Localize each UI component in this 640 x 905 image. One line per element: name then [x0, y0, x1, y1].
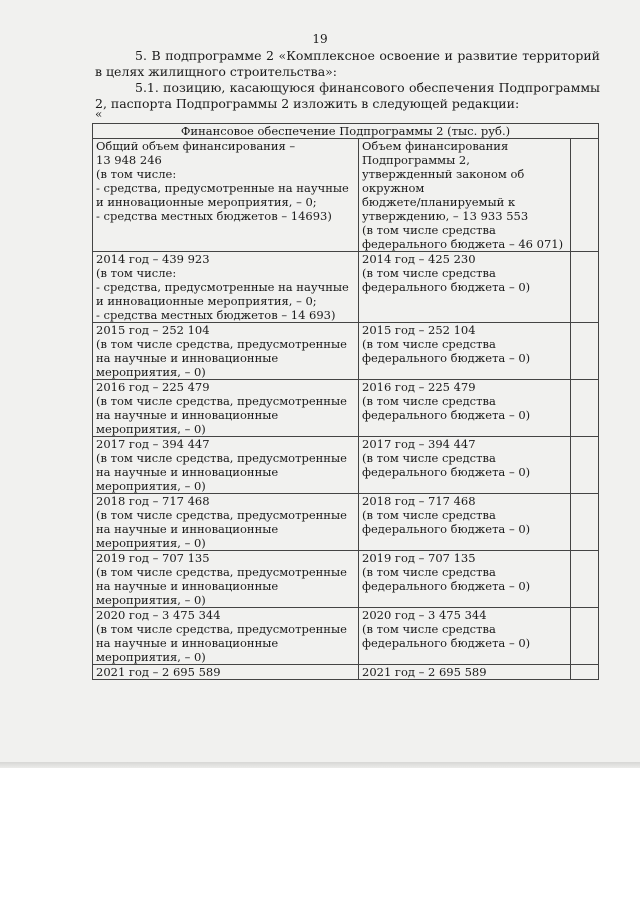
- budget-financing-cell: [359, 494, 571, 551]
- cell-text-line: на научные и инновационные: [96, 579, 279, 593]
- total-financing-cell: [93, 551, 359, 608]
- table-body: [93, 139, 599, 680]
- opening-quote: «: [95, 107, 103, 121]
- cell-text-line: 2021 год – 2 695 589: [96, 665, 221, 679]
- table-row: [93, 252, 599, 323]
- cell-text-line: (в том числе средства, предусмотренные: [96, 394, 347, 408]
- cell-text-line: (в том числе средства, предусмотренные: [96, 565, 347, 579]
- total-financing-cell: [93, 437, 359, 494]
- total-financing-cell: [93, 608, 359, 665]
- total-financing-cell: [93, 323, 359, 380]
- cell-text-line: 2016 год – 225 479: [362, 380, 476, 394]
- cell-text-line: 2018 год – 717 468: [362, 494, 476, 508]
- empty-cell: [571, 252, 599, 323]
- table-row: [93, 380, 599, 437]
- cell-text-line: 2016 год – 225 479: [96, 380, 210, 394]
- total-financing-cell: [93, 665, 359, 680]
- cell-text-line: 2018 год – 717 468: [96, 494, 210, 508]
- cell-text-line: - средства местных бюджетов – 14 693): [96, 308, 336, 322]
- table-row: [93, 139, 599, 252]
- cell-text-line: и инновационные мероприятия, – 0;: [96, 294, 317, 308]
- cell-text-line: (в том числе средства: [362, 266, 496, 280]
- cell-text-line: 2017 год – 394 447: [362, 437, 476, 451]
- table-caption-row: [93, 124, 599, 139]
- total-financing-cell: [93, 494, 359, 551]
- cell-text-line: (в том числе средства, предусмотренные: [96, 622, 347, 636]
- cell-text-line: на научные и инновационные: [96, 465, 279, 479]
- table-row: [93, 551, 599, 608]
- cell-text-line: (в том числе средства, предусмотренные: [96, 508, 347, 522]
- cell-text-line: 2020 год – 3 475 344: [362, 608, 487, 622]
- financing-table: [92, 123, 599, 680]
- cell-text-line: (в том числе средства: [362, 565, 496, 579]
- cell-text-line: (в том числе средства: [362, 622, 496, 636]
- cell-text-line: (в том числе средства: [362, 508, 496, 522]
- cell-text-line: на научные и инновационные: [96, 636, 279, 650]
- empty-cell: [571, 665, 599, 680]
- cell-text-line: (в том числе средства: [362, 451, 496, 465]
- table-row: [93, 665, 599, 680]
- cell-text-line: 2017 год – 394 447: [96, 437, 210, 451]
- cell-text-line: на научные и инновационные: [96, 408, 279, 422]
- cell-text-line: Подпрограммы 2,: [362, 153, 470, 167]
- total-financing-cell: [93, 252, 359, 323]
- cell-text-line: 13 948 246: [96, 153, 162, 167]
- cell-text-line: мероприятия, – 0): [96, 422, 206, 436]
- budget-financing-cell: [359, 139, 571, 252]
- cell-text-line: 2015 год – 252 104: [96, 323, 210, 337]
- cell-text-line: 2019 год – 707 135: [96, 551, 210, 565]
- cell-text-line: мероприятия, – 0): [96, 479, 206, 493]
- cell-text-line: федерального бюджета – 0): [362, 280, 531, 294]
- table-row: [93, 323, 599, 380]
- cell-text-line: федерального бюджета – 0): [362, 465, 531, 479]
- empty-cell: [571, 437, 599, 494]
- cell-text-line: 2014 год – 425 230: [362, 252, 476, 266]
- total-financing-cell: [93, 139, 359, 252]
- empty-cell: [571, 139, 599, 252]
- cell-text-line: федерального бюджета – 0): [362, 579, 531, 593]
- cell-text-line: мероприятия, – 0): [96, 593, 206, 607]
- budget-financing-cell: [359, 551, 571, 608]
- empty-cell: [571, 551, 599, 608]
- cell-text-line: Общий объем финансирования –: [96, 139, 296, 153]
- cell-text-line: мероприятия, – 0): [96, 536, 206, 550]
- budget-financing-cell: [359, 380, 571, 437]
- cell-text-line: (в том числе средства: [362, 223, 496, 237]
- budget-financing-cell: [359, 437, 571, 494]
- empty-cell: [571, 380, 599, 437]
- paragraph-subprogram-2: 5. В подпрограмме 2 «Комплексное освоение и развитие территорий в целях жилищного строительства»:: [95, 48, 600, 79]
- cell-text-line: 2015 год – 252 104: [362, 323, 476, 337]
- cell-text-line: Объем финансирования: [362, 139, 509, 153]
- total-financing-cell: [93, 380, 359, 437]
- cell-text-line: федерального бюджета – 0): [362, 351, 531, 365]
- cell-text-line: 2020 год – 3 475 344: [96, 608, 221, 622]
- table-caption: Финансовое обеспечение Подпрограммы 2 (тыс. руб.): [93, 124, 599, 139]
- empty-cell: [571, 494, 599, 551]
- cell-text-line: (в том числе:: [96, 167, 177, 181]
- cell-text-line: - средства, предусмотренные на научные: [96, 181, 349, 195]
- cell-text-line: федерального бюджета – 0): [362, 636, 531, 650]
- cell-text-line: утвержденный законом об: [362, 167, 525, 181]
- cell-text-line: (в том числе средства, предусмотренные: [96, 337, 347, 351]
- budget-financing-cell: [359, 252, 571, 323]
- budget-financing-cell: [359, 608, 571, 665]
- cell-text-line: - средства местных бюджетов – 14693): [96, 209, 332, 223]
- cell-text-line: федерального бюджета – 0): [362, 522, 531, 536]
- cell-text-line: на научные и инновационные: [96, 351, 279, 365]
- table-row: [93, 437, 599, 494]
- cell-text-line: 2021 год – 2 695 589: [362, 665, 487, 679]
- cell-text-line: окружном: [362, 181, 425, 195]
- cell-text-line: федерального бюджета – 46 071): [362, 237, 564, 251]
- table-row: [93, 608, 599, 665]
- cell-text-line: мероприятия, – 0): [96, 365, 206, 379]
- cell-text-line: (в том числе средства: [362, 337, 496, 351]
- cell-text-line: (в том числе средства, предусмотренные: [96, 451, 347, 465]
- scan-edge: [0, 762, 640, 768]
- cell-text-line: 2019 год – 707 135: [362, 551, 476, 565]
- cell-text-line: (в том числе средства: [362, 394, 496, 408]
- table-row: [93, 494, 599, 551]
- budget-financing-cell: [359, 665, 571, 680]
- budget-financing-cell: [359, 323, 571, 380]
- empty-cell: [571, 323, 599, 380]
- cell-text-line: (в том числе:: [96, 266, 177, 280]
- paragraph-financing-position: 5.1. позицию, касающуюся финансового обеспечения Подпрограммы 2, паспорта Подпрограммы 2 изложить в следующей редакции:: [95, 80, 600, 111]
- cell-text-line: 2014 год – 439 923: [96, 252, 210, 266]
- cell-text-line: мероприятия, – 0): [96, 650, 206, 664]
- cell-text-line: утверждению, – 13 933 553: [362, 209, 529, 223]
- cell-text-line: федерального бюджета – 0): [362, 408, 531, 422]
- cell-text-line: на научные и инновационные: [96, 522, 279, 536]
- cell-text-line: бюджете/планируемый к: [362, 195, 516, 209]
- cell-text-line: и инновационные мероприятия, – 0;: [96, 195, 317, 209]
- page-number: 19: [312, 32, 328, 46]
- empty-cell: [571, 608, 599, 665]
- cell-text-line: - средства, предусмотренные на научные: [96, 280, 349, 294]
